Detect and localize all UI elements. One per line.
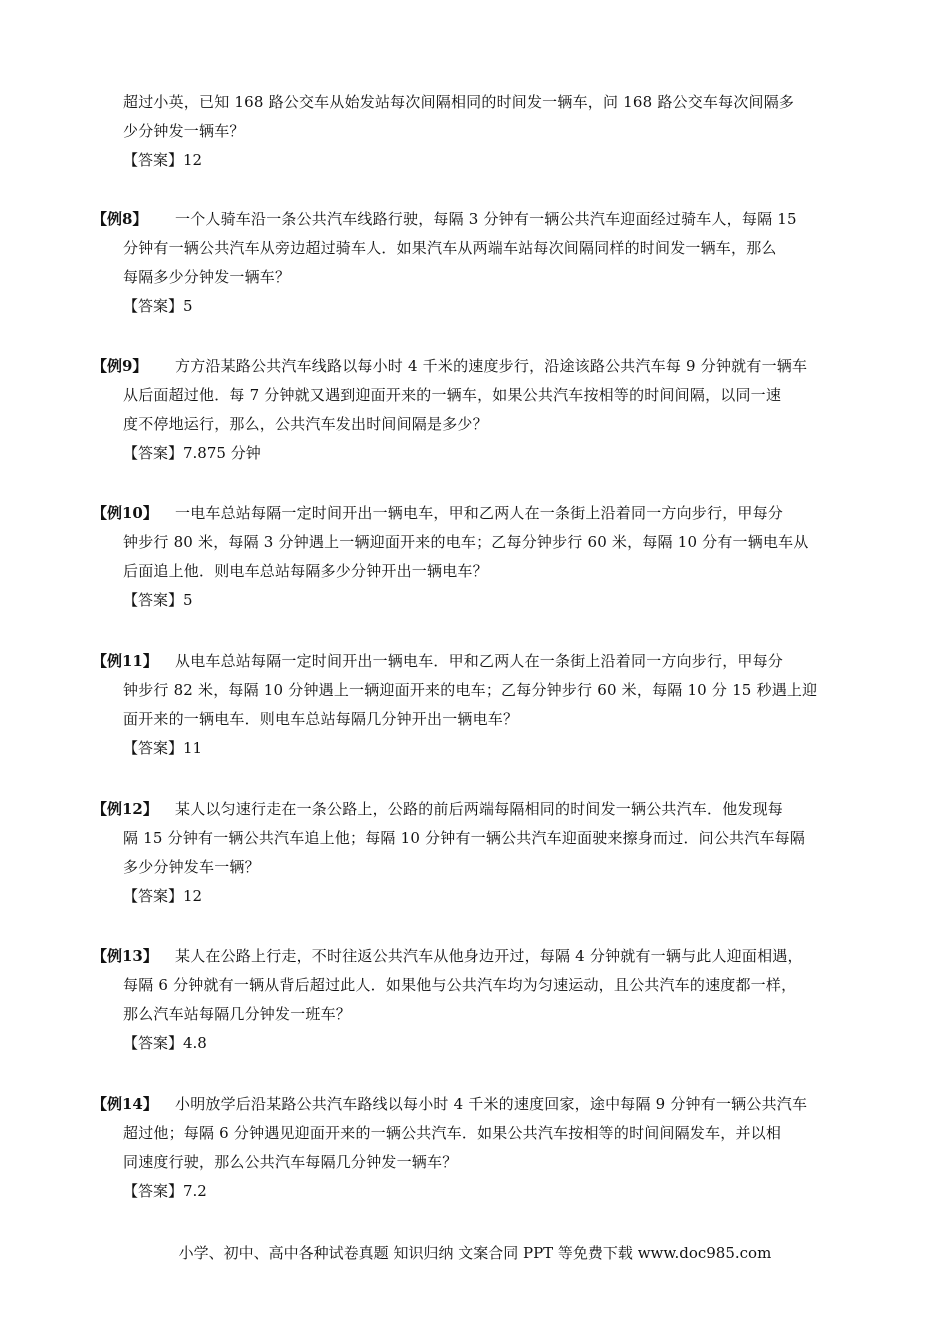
problem-label: 【例13】 xyxy=(92,947,158,965)
answer: 【答案】5 xyxy=(123,297,193,315)
text-line: 从电车总站每隔一定时间开出一辆电车．甲和乙两人在一条街上沿着同一方向步行，甲每分 xyxy=(175,652,784,670)
text-line: 度不停地运行，那么，公共汽车发出时间间隔是多少？ xyxy=(123,415,488,433)
page-footer: 小学、初中、高中各种试卷真题 知识归纳 文案合同 PPT 等免费下载 www.doc985.com xyxy=(178,1244,772,1262)
text-line: 小明放学后沿某路公共汽车路线以每小时 4 千米的速度回家，途中每隔 9 分钟有一辆公共汽车 xyxy=(175,1095,808,1113)
text-line: 少分钟发一辆车？ xyxy=(123,122,245,140)
text-line: 一个人骑车沿一条公共汽车线路行驶，每隔 3 分钟有一辆公共汽车迎面经过骑车人，每隔 15 xyxy=(175,210,797,228)
previous-problem-continuation xyxy=(123,88,863,175)
text-line: 一电车总站每隔一定时间开出一辆电车，甲和乙两人在一条街上沿着同一方向步行，甲每分 xyxy=(175,504,784,522)
text-line: 钟步行 82 米，每隔 10 分钟遇上一辆迎面开来的电车；乙每分钟步行 60 米，每隔 10 分 15 秒遇上迎 xyxy=(123,681,818,699)
text-line: 面开来的一辆电车．则电车总站每隔几分钟开出一辆电车？ xyxy=(123,710,519,728)
text-line: 每隔多少分钟发一辆车？ xyxy=(123,268,291,286)
text-line: 后面追上他．则电车总站每隔多少分钟开出一辆电车？ xyxy=(123,562,488,580)
text-line: 每隔 6 分钟就有一辆从背后超过此人．如果他与公共汽车均为匀速运动，且公共汽车的速度都一样， xyxy=(123,976,797,994)
text-line: 从后面超过他．每 7 分钟就又遇到迎面开来的一辆车，如果公共汽车按相等的时间间隔，以同一速 xyxy=(123,386,782,404)
problem-label: 【例10】 xyxy=(92,504,158,522)
answer: 【答案】7.2 xyxy=(123,1182,207,1200)
text-line: 同速度行驶，那么公共汽车每隔几分钟发一辆车？ xyxy=(123,1153,458,1171)
answer: 【答案】12 xyxy=(123,887,203,905)
text-line: 隔 15 分钟有一辆公共汽车追上他；每隔 10 分钟有一辆公共汽车迎面驶来擦身而过．问公共汽车每隔 xyxy=(123,829,806,847)
text-line: 某人在公路上行走，不时往返公共汽车从他身边开过，每隔 4 分钟就有一辆与此人迎面相遇， xyxy=(175,947,803,965)
answer: 【答案】11 xyxy=(123,739,203,757)
problem-label: 【例12】 xyxy=(92,800,158,818)
problem-label: 【例8】 xyxy=(92,210,148,228)
text-line: 方方沿某路公共汽车线路以每小时 4 千米的速度步行，沿途该路公共汽车每 9 分钟就有一辆车 xyxy=(175,357,808,375)
problem-label: 【例9】 xyxy=(92,357,148,375)
answer: 【答案】7.875 分钟 xyxy=(123,444,261,462)
answer: 【答案】4.8 xyxy=(123,1034,207,1052)
answer: 【答案】12 xyxy=(123,151,203,169)
problem-label: 【例11】 xyxy=(92,652,158,670)
text-line: 分钟有一辆公共汽车从旁边超过骑车人．如果汽车从两端车站每次间隔同样的时间发一辆车，那么 xyxy=(123,239,777,257)
text-line: 超过他；每隔 6 分钟遇见迎面开来的一辆公共汽车．如果公共汽车按相等的时间间隔发车，并以相 xyxy=(123,1124,782,1142)
text-line: 钟步行 80 米，每隔 3 分钟遇上一辆迎面开来的电车；乙每分钟步行 60 米，每隔 10 分有一辆电车从 xyxy=(123,533,809,551)
text-line: 那么汽车站每隔几分钟发一班车？ xyxy=(123,1005,352,1023)
text-line: 某人以匀速行走在一条公路上，公路的前后两端每隔相同的时间发一辆公共汽车．他发现每 xyxy=(175,800,784,818)
problem-label: 【例14】 xyxy=(92,1095,158,1113)
text-line: 超过小英，已知 168 路公交车从始发站每次间隔相同的时间发一辆车，问 168 路公交车每次间隔多 xyxy=(123,93,795,111)
text-line: 多少分钟发车一辆？ xyxy=(123,858,260,876)
answer: 【答案】5 xyxy=(123,591,193,609)
